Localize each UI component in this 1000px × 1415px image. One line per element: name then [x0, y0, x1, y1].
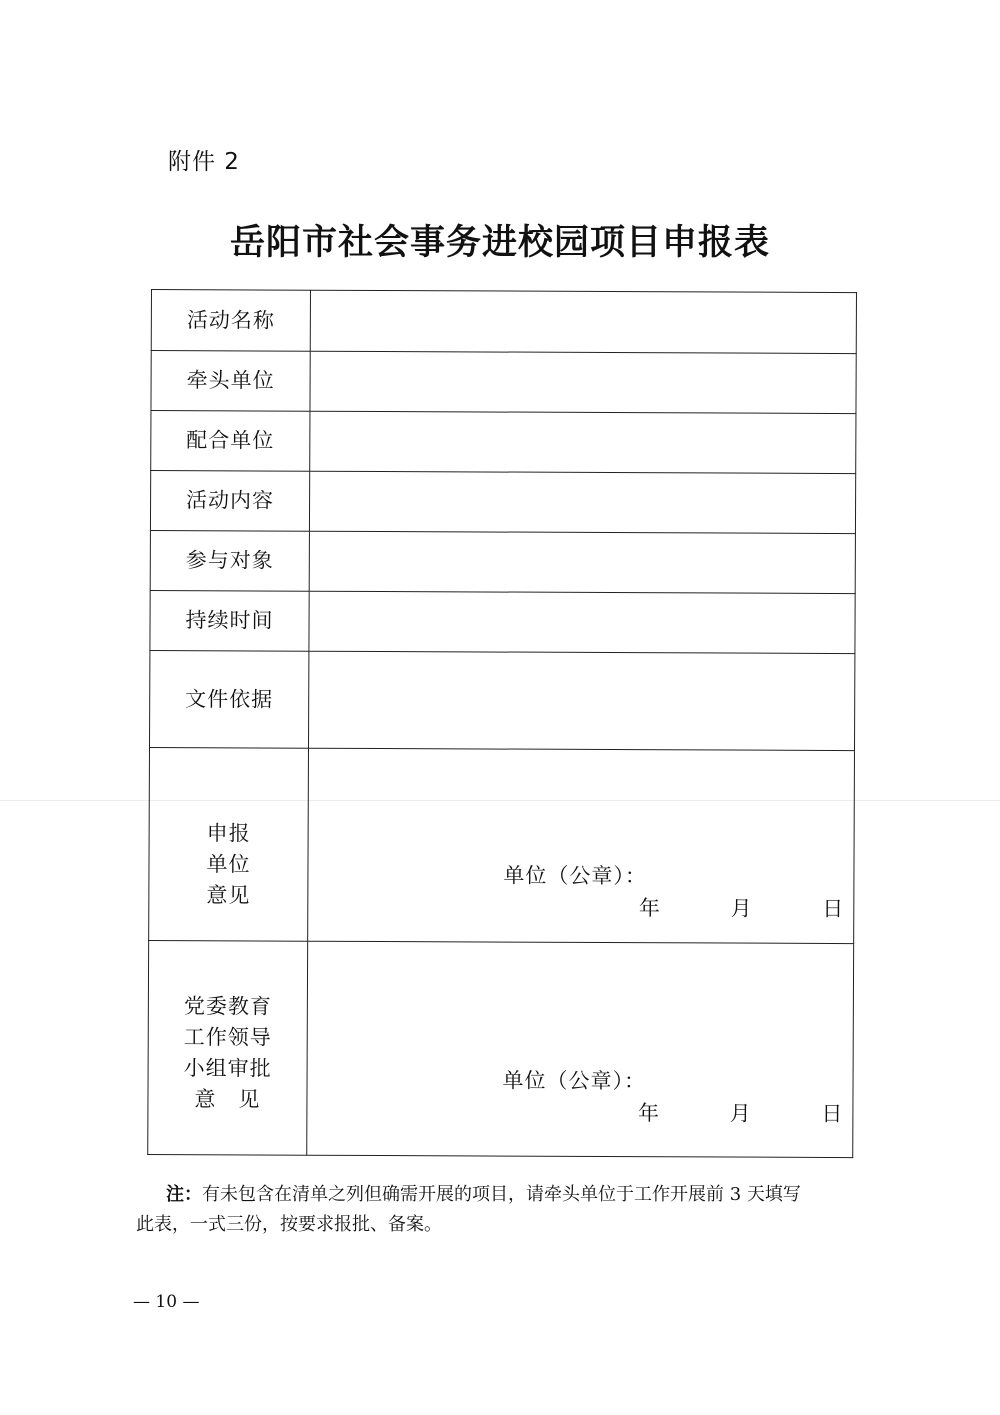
form-row-approval-opinion: [148, 940, 854, 1157]
label-activity-name: 活动名称: [151, 290, 310, 352]
applicant-date-year: 年: [638, 896, 660, 921]
form-row-lead-unit: [151, 351, 856, 414]
form-row-cooperating-unit: [151, 411, 856, 474]
applicant-date-line: [605, 892, 844, 923]
label-approval-line-4: 意 见: [194, 1086, 261, 1111]
footnote: [136, 1180, 871, 1240]
label-document-basis: 文件依据: [149, 650, 308, 748]
attachment-label: 附件 2: [168, 149, 240, 175]
field-cooperating-unit[interactable]: [310, 411, 856, 473]
form-row-activity-content: [150, 471, 855, 534]
label-applicant-line-2: 单位: [206, 851, 251, 876]
field-duration[interactable]: [309, 591, 855, 653]
form-row-document-basis: [149, 650, 854, 750]
field-applicant-opinion[interactable]: [308, 748, 855, 943]
approval-date-month: 月: [729, 1101, 751, 1126]
form-row-applicant-opinion: [149, 747, 855, 943]
label-duration: 持续时间: [150, 590, 309, 651]
field-lead-unit[interactable]: [310, 351, 856, 413]
field-participants[interactable]: [309, 531, 855, 593]
label-lead-unit: 牵头单位: [151, 351, 310, 412]
field-document-basis[interactable]: [308, 651, 854, 750]
approval-date-day: 日: [821, 1101, 843, 1127]
footnote-text-1: 有未包含在清单之列但确需开展的项目，请牵头单位于工作开展前 3 天填写: [202, 1184, 801, 1205]
label-approval-line-2: 工作领导: [183, 1024, 272, 1050]
label-applicant-opinion: [149, 747, 309, 941]
footnote-line-1: [136, 1180, 871, 1210]
page-number: — 10 —: [133, 1292, 200, 1312]
approval-date-line: [604, 1097, 843, 1128]
label-approval-line-3: 小组审批: [183, 1055, 272, 1081]
label-cooperating-unit: 配合单位: [151, 411, 310, 472]
applicant-date-month: 月: [730, 896, 752, 921]
label-approval-opinion: [148, 940, 308, 1155]
field-approval-opinion[interactable]: [307, 941, 854, 1157]
approval-date-year: 年: [637, 1101, 660, 1126]
field-activity-name[interactable]: [310, 290, 856, 353]
label-applicant-line-1: 申报: [206, 820, 251, 845]
form-row-activity-name: [151, 290, 856, 354]
footnote-line-2: 此表，一式三份，按要求报批、备案。: [136, 1214, 442, 1235]
label-approval-line-1: 党委教育: [183, 993, 272, 1019]
form-row-duration: [150, 590, 855, 653]
label-activity-content: 活动内容: [150, 471, 309, 532]
footnote-label: 注：: [166, 1184, 202, 1205]
applicant-date-day: 日: [822, 896, 844, 922]
form-row-participants: [150, 530, 855, 593]
application-form-table: [147, 289, 857, 1158]
page-title: 岳阳市社会事务进校园项目申报表: [229, 222, 770, 263]
approval-stamp-label: 单位（公章）：: [502, 1068, 647, 1094]
applicant-stamp-label: 单位（公章）：: [503, 863, 647, 889]
label-applicant-line-3: 意见: [206, 882, 251, 907]
field-activity-content[interactable]: [309, 471, 855, 533]
label-participants: 参与对象: [150, 530, 309, 591]
